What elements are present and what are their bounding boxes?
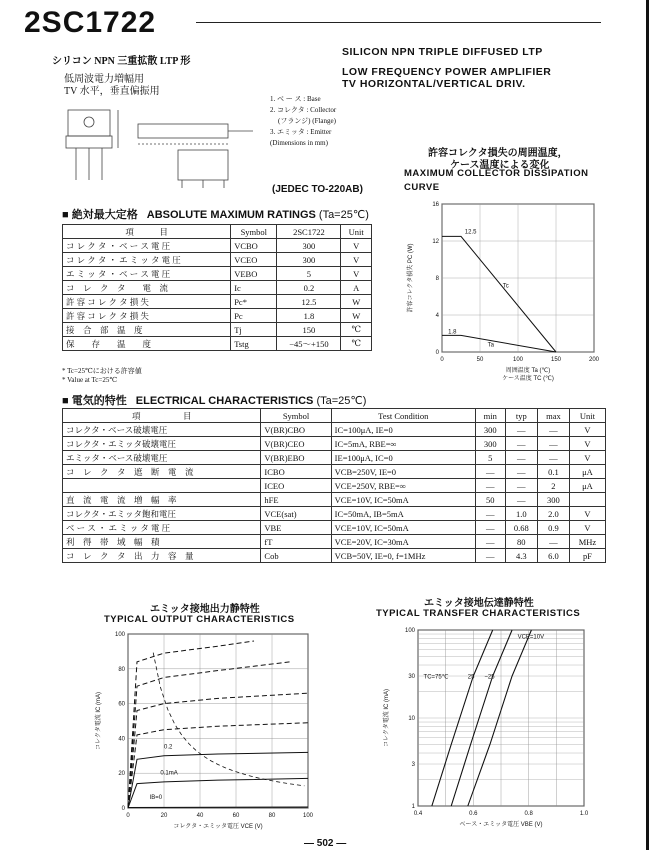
elec-cell-6-4: 1.0 [505, 507, 537, 521]
label-25: 25 [467, 674, 475, 681]
dissipation-title-jp2: ケース温度による変化 [450, 160, 550, 171]
elec-cell-6-6: V [569, 507, 605, 521]
abs-max-cell-7-3: ℃ [341, 337, 372, 351]
table-row [63, 253, 372, 267]
table-row [63, 493, 606, 507]
elec-cell-2-5: — [537, 451, 569, 465]
abs-max-cell-4-0: 許 容 コ レ ク タ 損 失 [63, 295, 231, 309]
elec-cell-0-6: V [569, 423, 605, 437]
elec-cell-8-6: MHz [569, 535, 605, 549]
header-rule [196, 22, 601, 23]
elec-cell-4-1: ICEO [261, 479, 331, 493]
y-tick-label: 20 [118, 771, 125, 778]
label-tc: Tc [502, 283, 509, 290]
elec-section-title [62, 392, 366, 408]
y-tick-label: 3 [411, 762, 415, 769]
elec-cell-8-1: fT [261, 535, 331, 549]
abs-max-cell-5-3: W [341, 309, 372, 323]
abs-max-header-1: Symbol [231, 225, 277, 239]
abs-max-cell-0-1: VCBO [231, 239, 277, 253]
table-row [63, 309, 372, 323]
curve-ib-5 [128, 662, 290, 808]
x-tick-label: 0.4 [413, 811, 423, 817]
elec-cell-6-0: コレクタ・エミッタ飽和電圧 [63, 507, 261, 521]
abs-max-cell-2-3: V [341, 267, 372, 281]
elec-cell-3-4: — [505, 465, 537, 479]
x-axis-label-tc: ケース温度 TC (℃) [502, 376, 554, 382]
en-use-2: TV HORIZONTAL/VERTICAL DRIV. [342, 78, 526, 90]
part-number-title: 2SC1722 [24, 6, 157, 39]
y-tick-label: 1 [411, 804, 415, 810]
elec-cell-4-4: — [505, 479, 537, 493]
elec-cell-5-3: 50 [475, 493, 505, 507]
y-tick-label: 100 [114, 632, 125, 638]
y-tick-label: 60 [118, 701, 125, 708]
x-tick-label: 0 [126, 813, 130, 819]
table-row [63, 437, 606, 451]
abs-max-cell-7-2: −45〜+150 [277, 337, 341, 351]
elec-cell-8-5: — [537, 535, 569, 549]
abs-max-header-row [63, 225, 372, 239]
elec-header-1: Symbol [261, 409, 331, 423]
table-row [63, 423, 606, 437]
x-tick-label: 60 [232, 813, 240, 819]
elec-cell-1-4: — [505, 437, 537, 451]
jp-use-1: 低周波電力増幅用 [64, 74, 144, 85]
dissipation-title-en1: MAXIMUM COLLECTOR DISSIPATION [404, 168, 589, 179]
dissipation-title-jp1: 許容コレクタ損失の周囲温度， [428, 148, 568, 159]
abs-max-cell-3-0: コ レ ク タ 電 流 [63, 281, 231, 295]
elec-cell-6-3: — [475, 507, 505, 521]
y-tick-label: 0 [121, 806, 125, 812]
table-row [63, 323, 372, 337]
elec-cell-9-3: — [475, 549, 505, 563]
x-tick-label: 200 [588, 357, 600, 363]
label-ib-0: IB=0 [149, 794, 163, 801]
elec-cell-9-0: コ レ ク タ 出 力 容 量 [63, 549, 261, 563]
page-edge-bar [646, 0, 649, 850]
curve-ib-1 [128, 778, 308, 808]
abs-max-cell-2-1: VEBO [231, 267, 277, 281]
pin-emitter: 3. エミッタ : Emitter [270, 128, 332, 136]
elec-char-table [62, 408, 606, 563]
abs-max-cell-3-1: Ic [231, 281, 277, 295]
y-tick-label: 40 [118, 736, 125, 743]
series-line-ta [442, 335, 556, 352]
elec-cell-2-2: IE=100μA, IC=0 [331, 451, 475, 465]
elec-cell-4-5: 2 [537, 479, 569, 493]
elec-cell-1-6: V [569, 437, 605, 451]
series-line-tc [442, 236, 556, 352]
table-row [63, 549, 606, 563]
elec-cell-4-2: VCE=250V, RBE=∞ [331, 479, 475, 493]
elec-header-5: max [537, 409, 569, 423]
pin-list [270, 94, 336, 149]
table-row [63, 267, 372, 281]
y-tick-label: 10 [408, 716, 415, 722]
abs-max-cell-2-0: エ ミ ッ タ ・ ベ ー ス 電 圧 [63, 267, 231, 281]
table-row [63, 521, 606, 535]
jp-use-2: TV 水平，垂直偏振用 [64, 86, 160, 97]
dissipation-chart [398, 196, 610, 382]
elec-cell-0-5: — [537, 423, 569, 437]
label-minus-25: −25 [484, 674, 495, 681]
elec-cell-7-0: ベ ー ス ・ エ ミ ッ タ 電 圧 [63, 521, 261, 535]
elec-cell-7-4: 0.68 [505, 521, 537, 535]
elec-cell-6-1: VCE(sat) [261, 507, 331, 521]
elec-header-0: 項 目 [63, 409, 261, 423]
elec-cell-5-5: 300 [537, 493, 569, 507]
jp-device-type: シリコン NPN 三重拡散 LTP 形 [52, 56, 191, 67]
x-tick-label: 40 [196, 813, 204, 819]
x-tick-label: 150 [550, 357, 562, 363]
elec-cell-4-6: μA [569, 479, 605, 493]
label-vce: VCE=10V [517, 634, 545, 641]
elec-cell-0-3: 300 [475, 423, 505, 437]
x-axis-label: コレクタ・エミッタ電圧 VCE (V) [173, 824, 263, 830]
y-tick-label: 100 [404, 628, 415, 634]
elec-cell-2-6: V [569, 451, 605, 465]
abs-max-cell-5-0: 許 容 コ レ ク タ 損 失 [63, 309, 231, 323]
abs-max-cell-6-1: Tj [231, 323, 277, 337]
x-tick-label: 100 [512, 357, 524, 363]
elec-cell-8-3: — [475, 535, 505, 549]
dimensions-note: (Dimensions in mm) [270, 139, 328, 147]
y-tick-label: 4 [435, 313, 439, 319]
en-use-1: LOW FREQUENCY POWER AMPLIFIER [342, 66, 552, 78]
abs-max-cell-1-3: V [341, 253, 372, 267]
elec-cell-5-0: 直 流 電 流 増 幅 率 [63, 493, 261, 507]
elec-cell-0-4: — [505, 423, 537, 437]
abs-max-cell-7-1: Tstg [231, 337, 277, 351]
abs-max-header-2: 2SC1722 [277, 225, 341, 239]
table-row [63, 507, 606, 521]
table-row [63, 281, 372, 295]
elec-cell-2-1: V(BR)EBO [261, 451, 331, 465]
elec-cell-5-6 [569, 493, 605, 507]
abs-max-cell-2-2: 5 [277, 267, 341, 281]
curve-ib-4 [128, 693, 308, 808]
elec-header-row [63, 409, 606, 423]
elec-cell-9-1: Cob [261, 549, 331, 563]
abs-max-cell-0-3: V [341, 239, 372, 253]
abs-max-cell-1-1: VCEO [231, 253, 277, 267]
elec-cell-4-0 [63, 479, 261, 493]
abs-max-header-3: Unit [341, 225, 372, 239]
elec-cell-3-0: コ レ ク タ 遮 断 電 流 [63, 465, 261, 479]
y-tick-label: 0 [435, 350, 439, 356]
elec-cell-6-2: IC=50mA, IB=5mA [331, 507, 475, 521]
abs-max-cell-1-2: 300 [277, 253, 341, 267]
abs-max-cell-4-1: Pc* [231, 295, 277, 309]
elec-header-6: Unit [569, 409, 605, 423]
elec-header-4: typ [505, 409, 537, 423]
elec-cell-8-2: VCE=20V, IC=30mA [331, 535, 475, 549]
elec-cell-3-1: ICBO [261, 465, 331, 479]
y-axis-label: コレクタ電流 IC (mA) [384, 688, 390, 748]
y-tick-label: 8 [435, 276, 439, 282]
elec-cell-0-2: IC=100μA, IE=0 [331, 423, 475, 437]
elec-cell-7-2: VCE=10V, IC=50mA [331, 521, 475, 535]
elec-cell-1-2: IC=5mA, RBE=∞ [331, 437, 475, 451]
pin-base: 1. ベ ー ス : Base [270, 95, 321, 103]
table-row [63, 239, 372, 253]
output-title-en: TYPICAL OUTPUT CHARACTERISTICS [104, 614, 295, 625]
transfer-title-jp: エミッタ接地伝達静特性 [424, 598, 534, 609]
y-tick-label: 16 [432, 202, 439, 208]
table-row [63, 295, 372, 309]
elec-cell-6-5: 2.0 [537, 507, 569, 521]
pin-collector: 2. コレクタ : Collector [270, 106, 337, 114]
elec-cell-9-5: 6.0 [537, 549, 569, 563]
elec-cell-1-0: コレクタ・エミッタ破壊電圧 [63, 437, 261, 451]
abs-max-condition: (Ta=25℃) [318, 209, 369, 221]
elec-title-jp: ■ 電気的特性 [62, 395, 127, 407]
abs-max-cell-0-2: 300 [277, 239, 341, 253]
elec-cell-1-3: 300 [475, 437, 505, 451]
abs-max-title-en: ABSOLUTE MAXIMUM RATINGS [146, 209, 316, 221]
abs-max-cell-7-0: 保 存 温 度 [63, 337, 231, 351]
abs-max-header-0: 項 目 [63, 225, 231, 239]
abs-max-cell-3-3: A [341, 281, 372, 295]
elec-cell-5-4: — [505, 493, 537, 507]
en-device-type: SILICON NPN TRIPLE DIFFUSED LTP [342, 46, 543, 58]
abs-max-cell-6-3: ℃ [341, 323, 372, 337]
elec-cell-7-5: 0.9 [537, 521, 569, 535]
package-outline-drawing [58, 100, 258, 192]
abs-max-cell-1-0: コ レ ク タ ・ エ ミ ッ タ 電 圧 [63, 253, 231, 267]
x-axis-label-ta: 周囲温度 Ta (℃) [505, 368, 551, 374]
elec-cell-7-6: V [569, 521, 605, 535]
x-tick-label: 20 [160, 813, 168, 819]
elec-cell-1-5: — [537, 437, 569, 451]
y-axis-label: コレクタ電流 IC (mA) [96, 691, 102, 751]
pin-flange: (フランジ) (Flange) [278, 117, 336, 125]
elec-cell-3-2: VCB=250V, IE=0 [331, 465, 475, 479]
elec-condition: (Ta=25℃) [316, 395, 367, 407]
abs-max-cell-4-3: W [341, 295, 372, 309]
abs-max-cell-6-0: 接 合 部 温 度 [63, 323, 231, 337]
abs-max-table [62, 224, 372, 351]
elec-cell-2-0: エミッタ・ベース破壊電圧 [63, 451, 261, 465]
table-row [63, 465, 606, 479]
table-row [63, 451, 606, 465]
elec-cell-7-3: — [475, 521, 505, 535]
output-title-jp: エミッタ接地出力静特性 [150, 604, 260, 615]
elec-cell-0-0: コレクタ・ベース破壊電圧 [63, 423, 261, 437]
elec-header-2: Test Condition [331, 409, 475, 423]
elec-cell-5-2: VCE=10V, IC=50mA [331, 493, 475, 507]
elec-cell-2-3: 5 [475, 451, 505, 465]
elec-cell-3-5: 0.1 [537, 465, 569, 479]
elec-cell-3-6: μA [569, 465, 605, 479]
y-axis-label: 許容コレクタ損失 PC (W) [408, 243, 414, 313]
y-tick-label: 30 [408, 674, 415, 681]
label-ta: Ta [487, 342, 494, 349]
elec-cell-7-1: VBE [261, 521, 331, 535]
abs-max-cell-5-2: 1.8 [277, 309, 341, 323]
abs-max-cell-0-0: コ レ ク タ ・ ベ ー ス 電 圧 [63, 239, 231, 253]
abs-max-cell-4-2: 12.5 [277, 295, 341, 309]
x-tick-label: 1.0 [579, 811, 589, 817]
output-characteristics-chart [84, 628, 324, 834]
pc-max-curve [153, 653, 304, 786]
label-0-2: 0.2 [164, 744, 173, 751]
y-tick-label: 80 [118, 666, 125, 673]
package-label: (JEDEC TO-220AB) [272, 184, 363, 195]
elec-title-en: ELECTRICAL CHARACTERISTICS [135, 395, 314, 407]
label-12-5: 12.5 [464, 229, 477, 236]
x-tick-label: 80 [268, 813, 276, 819]
abs-max-cell-6-2: 150 [277, 323, 341, 337]
abs-max-note-jp: * Tc=25℃における許容値 [62, 367, 142, 375]
table-row [63, 479, 606, 493]
x-axis-label: ベース・エミッタ電圧 VBE (V) [459, 822, 543, 828]
abs-max-title-jp: ■ 絶対最大定格 [62, 209, 138, 221]
x-tick-label: 0.8 [524, 811, 533, 817]
elec-cell-1-1: V(BR)CEO [261, 437, 331, 451]
abs-max-section-title [62, 206, 369, 222]
label-1-8: 1.8 [448, 329, 457, 336]
transfer-title-en: TYPICAL TRANSFER CHARACTERISTICS [376, 608, 581, 619]
page-number: — 502 — [304, 838, 347, 849]
elec-cell-3-3: — [475, 465, 505, 479]
table-row [63, 337, 372, 351]
table-row [63, 535, 606, 549]
abs-max-cell-3-2: 0.2 [277, 281, 341, 295]
x-tick-label: 0.6 [469, 811, 478, 817]
elec-cell-2-4: — [505, 451, 537, 465]
elec-cell-9-4: 4.3 [505, 549, 537, 563]
label-0-1ma: 0.1mA [160, 770, 178, 777]
abs-max-cell-5-1: Pc [231, 309, 277, 323]
elec-cell-8-0: 利 得 帯 域 幅 積 [63, 535, 261, 549]
x-tick-label: 50 [476, 357, 484, 363]
transfer-characteristics-chart [372, 622, 602, 834]
elec-cell-9-6: pF [569, 549, 605, 563]
elec-header-3: min [475, 409, 505, 423]
x-tick-label: 100 [302, 813, 314, 819]
dissipation-title-en2: CURVE [404, 182, 440, 193]
elec-cell-5-1: hFE [261, 493, 331, 507]
elec-cell-4-3: — [475, 479, 505, 493]
x-tick-label: 0 [440, 357, 444, 363]
elec-cell-0-1: V(BR)CBO [261, 423, 331, 437]
y-tick-label: 12 [432, 239, 439, 245]
abs-max-note-en: * Value at Tc=25℃ [62, 376, 118, 384]
curve-ib-0 [128, 807, 308, 808]
label-tc-75: TC=75℃ [423, 674, 449, 681]
elec-cell-9-2: VCB=50V, IE=0, f=1MHz [331, 549, 475, 563]
elec-cell-8-4: 80 [505, 535, 537, 549]
